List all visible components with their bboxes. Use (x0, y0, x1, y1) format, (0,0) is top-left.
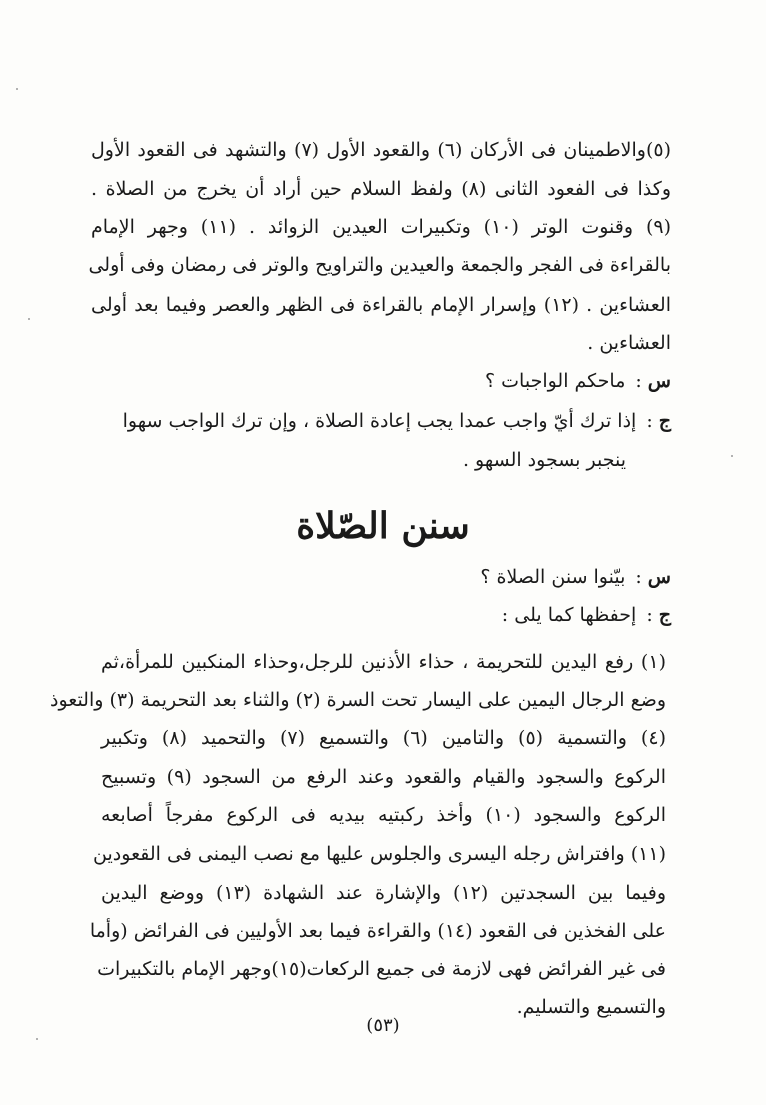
top-paragraph-line-6: العشاءين . (587, 332, 671, 354)
top-paragraph-line-2: وكذا فى الفعود الثانى (٨) ولفظ السلام حين أراد أن يخرج من الصلاة . (91, 178, 671, 200)
question-2-text: بيّنوا سنن الصلاة ؟ (480, 566, 626, 588)
answer-1: ج:إذا ترك أيّ واجب عمدا يجب إعادة الصلاة ، وإن ترك الواجب سهوا (91, 407, 671, 435)
sunan-line-6: (١١) وافتراش رجله اليسرى والجلوس عليها مع نصب اليمنى فى القعودين (93, 843, 666, 865)
sunan-line-10: والتسميع والتسليم. (516, 996, 666, 1018)
top-paragraph-line-4: بالقراءة فى الفجر والجمعة والعيدين والتراويح والوتر فى رمضان وفى أولى (88, 254, 671, 276)
question-1-text: ماحكم الواجبات ؟ (485, 370, 626, 392)
answer-1-line-2: ينجبر بسجود السهو . (462, 449, 626, 471)
question-marker: س (647, 370, 671, 392)
answer-2: ج:إحفظها كما يلى : (502, 601, 671, 629)
answer-marker: ج (658, 604, 671, 626)
question-1: س:ماحكم الواجبات ؟ (485, 367, 671, 395)
sunan-line-2: وضع الرجال اليمين على اليسار تحت السرة (٢) والثناء بعد التحريمة (٣) والتعوذ (50, 689, 666, 711)
sunan-line-1: (١) رفع اليدين للتحريمة ، حذاء الأذنين للرجل،وحذاء المنكبين للمرأة،ثم (101, 651, 666, 673)
answer-2-text: إحفظها كما يلى : (501, 604, 637, 626)
sunan-line-7: وفيما بين السجدتين (١٢) والإشارة عند الشهادة (١٣) ووضع اليدين (101, 882, 667, 904)
sunan-line-8: على الفخذين فى القعود (١٤) والقراءة فيما بعد الأوليين فى الفرائض (وأما (89, 920, 666, 942)
answer-1-line-2-wrap (463, 446, 626, 474)
scan-speck (28, 318, 30, 320)
question-2: س:بيّنوا سنن الصلاة ؟ (480, 563, 671, 591)
answer-1-line-1: إذا ترك أيّ واجب عمدا يجب إعادة الصلاة ، وإن ترك الواجب سهوا (122, 410, 637, 432)
top-paragraph-line-5: العشاءين . (١٢) وإسرار الإمام بالقراءة فى الظهر والعصر وفيما بعد أولى (91, 294, 671, 316)
sunan-line-4: الركوع والسجود والقيام والقعود وعند الرفع من السجود (٩) وتسبيح (101, 766, 666, 788)
question-marker: س (647, 566, 671, 588)
scan-speck (731, 455, 733, 457)
sunan-line-5: الركوع والسجود (١٠) وأخذ ركبتيه بيديه فى الركوع مفرجاً أصابعه (101, 804, 666, 826)
section-heading: سنن الصّلاة (296, 505, 470, 547)
scan-speck (36, 1038, 38, 1040)
sunan-line-9: فى غير الفرائض فهى لازمة فى جميع الركعات(١٥)وجهر الإمام بالتكبيرات (97, 958, 666, 980)
top-paragraph-line-1: (٥)والاطمينان فى الأركان (٦) والقعود الأول (٧) والتشهد فى القعود الأول (91, 139, 671, 161)
page-number: (٥٣) (366, 1015, 400, 1036)
top-paragraph-line-3: (٩) وقنوت الوتر (١٠) وتكبيرات العيدين الزوائد . (١١) وجهر الإمام (91, 216, 672, 238)
sunan-line-3: (٤) والتسمية (٥) والتامين (٦) والتسميع (٧) والتحميد (٨) وتكبير (101, 727, 666, 749)
answer-marker: ج (658, 410, 671, 432)
scan-speck (16, 88, 18, 90)
